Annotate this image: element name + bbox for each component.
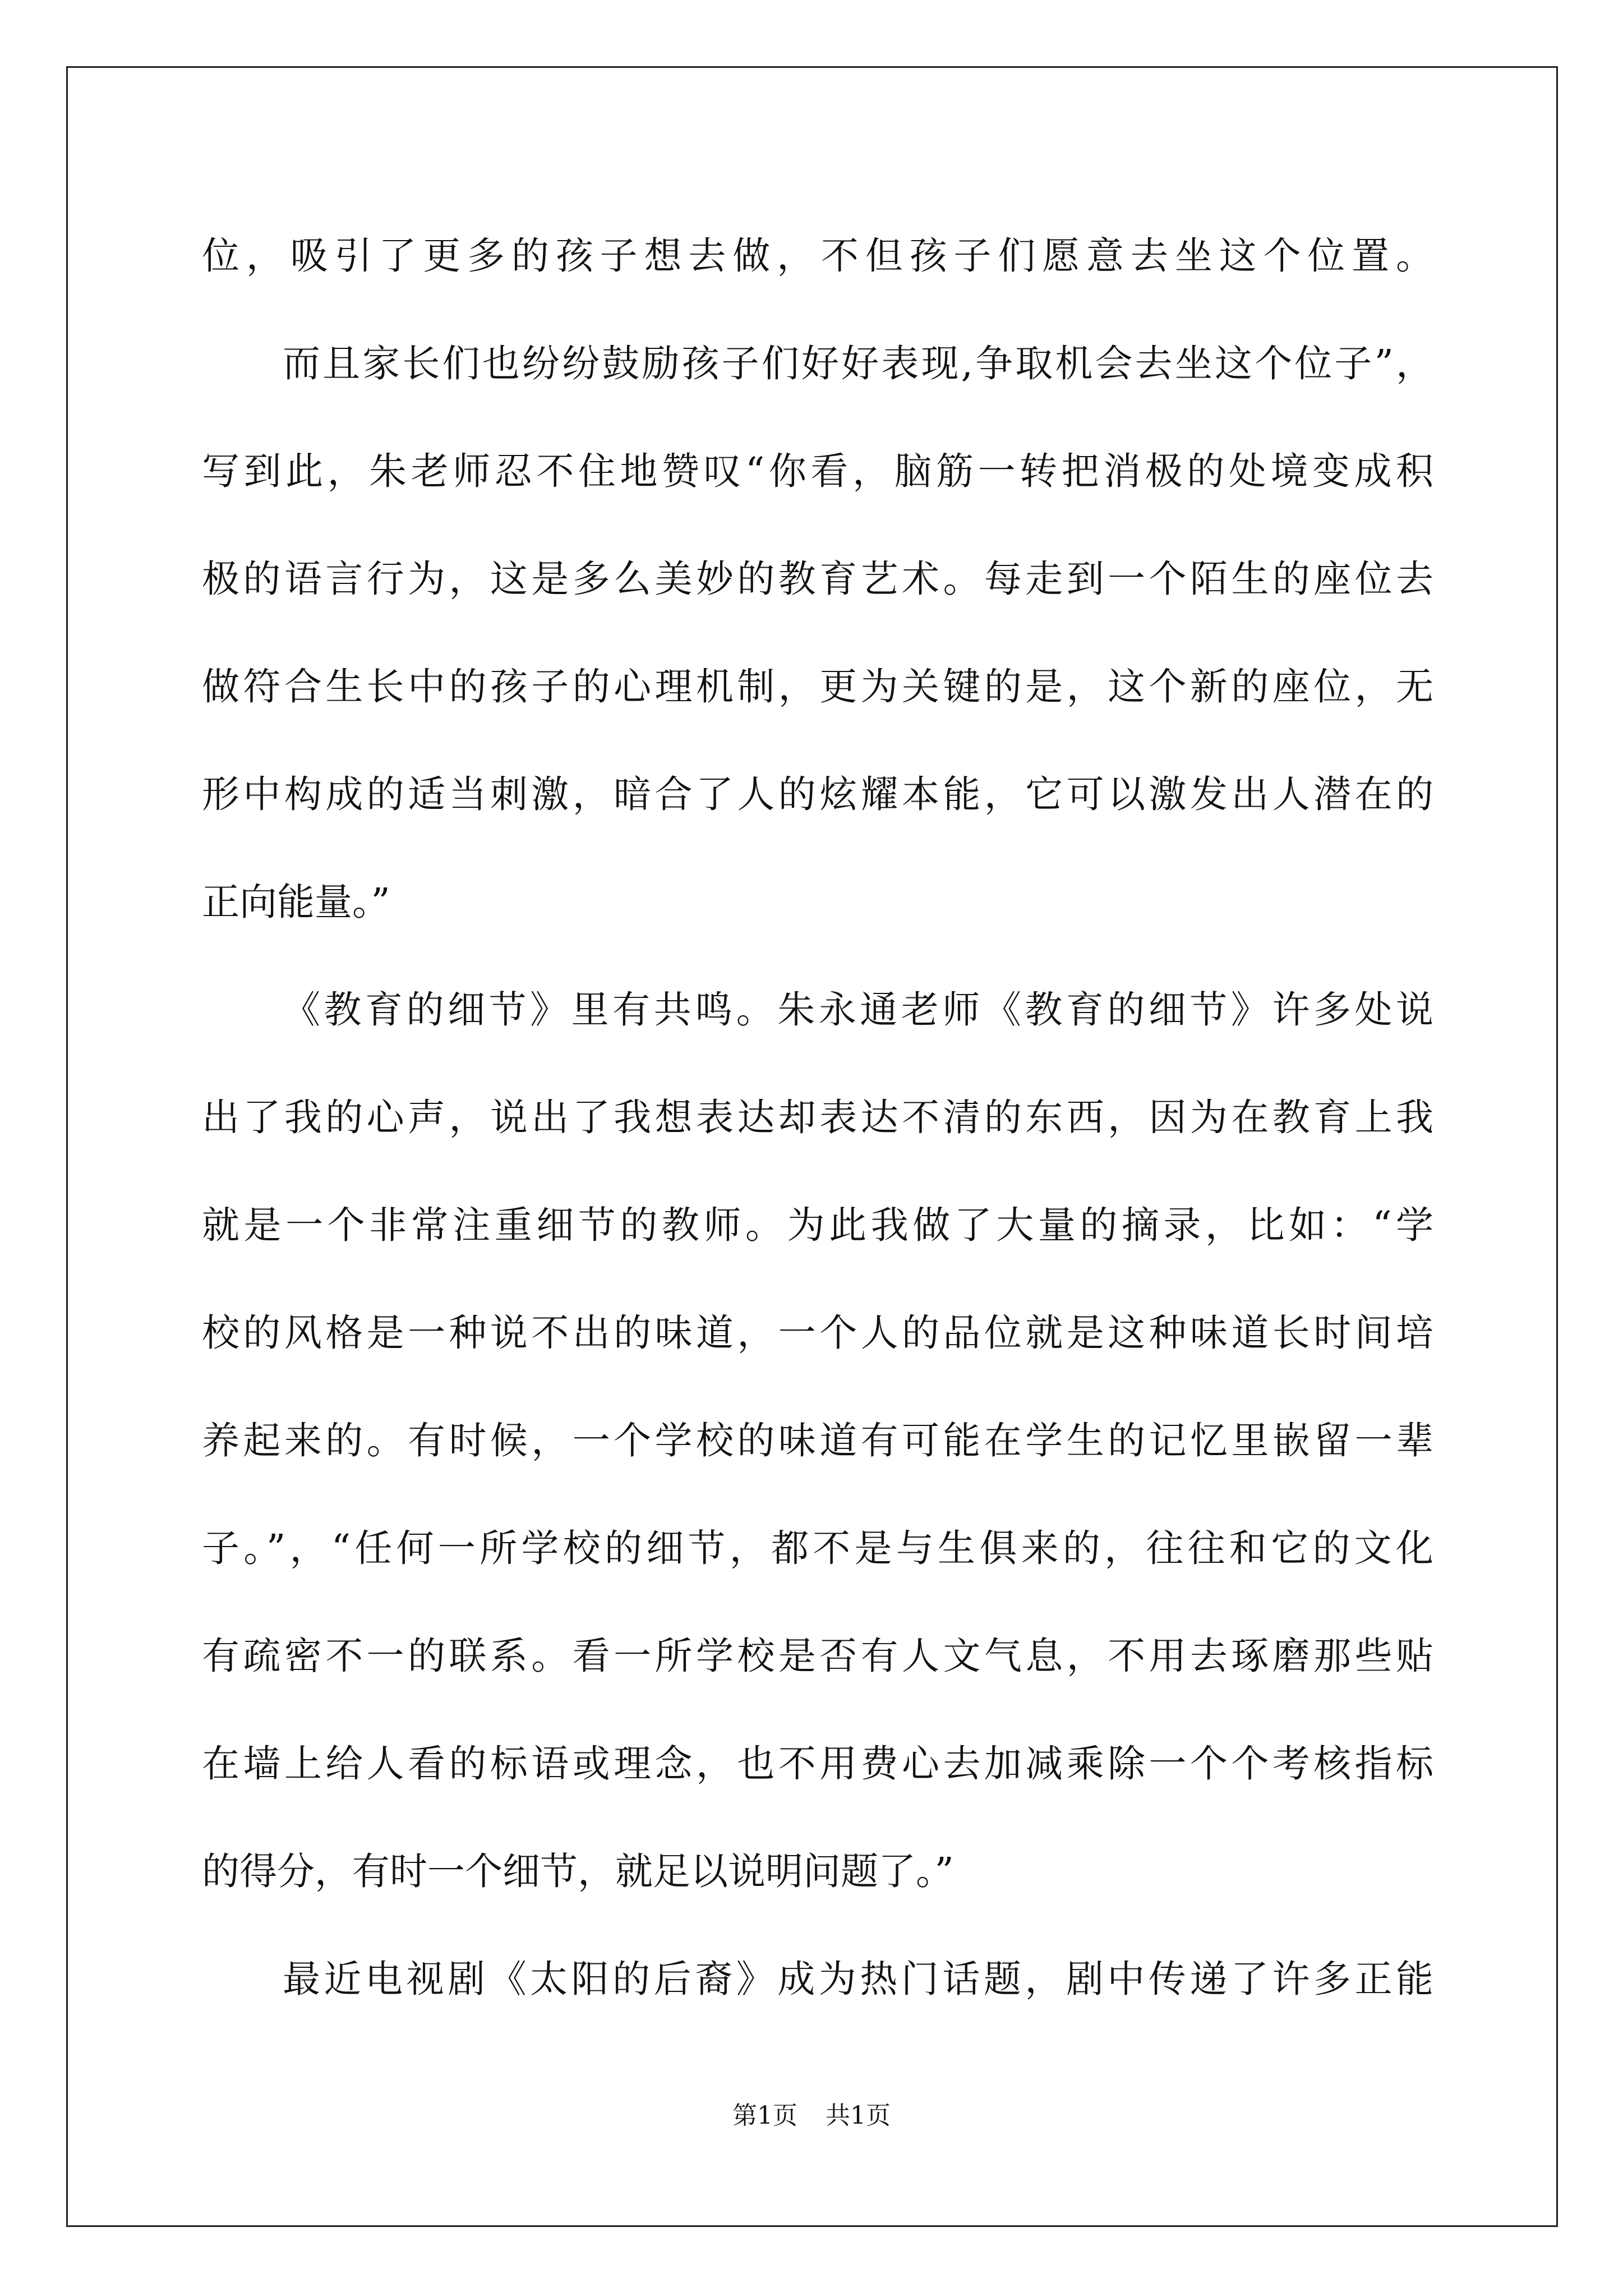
paragraph-start-line: 而且家长们也纷纷鼓励孩子们好好表现,争取机会去坐这个位子”， bbox=[283, 342, 1433, 385]
text-line: 养起来的。有时候，一个学校的味道有可能在学生的记忆里嵌留一辈 bbox=[202, 1419, 1433, 1462]
text-line: 在墙上给人看的标语或理念，也不用费心去加减乘除一个个考核指标 bbox=[202, 1742, 1433, 1786]
text-line: 出了我的心声，说出了我想表达却表达不清的东西，因为在教育上我 bbox=[202, 1096, 1433, 1139]
text-line: 子。”，“任何一所学校的细节，都不是与生俱来的，往往和它的文化 bbox=[202, 1526, 1433, 1570]
paragraph-start-line: 最近电视剧《太阳的后裔》成为热门话题，剧中传递了许多正能 bbox=[283, 1957, 1433, 2001]
page-number: 第1页 bbox=[732, 2101, 797, 2130]
text-line: 极的语言行为，这是多么美妙的教育艺术。每走到一个陌生的座位去 bbox=[202, 557, 1433, 601]
text-line: 位，吸引了更多的孩子想去做，不但孩子们愿意去坐这个位置。 bbox=[202, 234, 1433, 278]
text-line: 有疏密不一的联系。看一所学校是否有人文气息，不用去琢磨那些贴 bbox=[202, 1634, 1433, 1678]
total-pages: 共1页 bbox=[826, 2101, 891, 2130]
paragraph-end-line: 正向能量。” bbox=[202, 880, 390, 924]
document-body bbox=[202, 202, 1433, 2033]
page-footer bbox=[0, 2099, 1623, 2133]
paragraph-end-line: 的得分，有时一个细节，就足以说明问题了。” bbox=[202, 1849, 954, 1893]
text-line: 写到此，朱老师忍不住地赞叹“你看，脑筋一转把消极的处境变成积 bbox=[202, 449, 1433, 493]
text-line: 就是一个非常注重细节的教师。为此我做了大量的摘录，比如：“学 bbox=[202, 1203, 1433, 1247]
text-line: 校的风格是一种说不出的味道，一个人的品位就是这种味道长时间培 bbox=[202, 1311, 1433, 1355]
text-line: 形中构成的适当刺激，暗合了人的炫耀本能，它可以激发出人潜在的 bbox=[202, 772, 1433, 816]
paragraph-start-line: 《教育的细节》里有共鸣。朱永通老师《教育的细节》许多处说 bbox=[283, 988, 1433, 1032]
text-line: 做符合生长中的孩子的心理机制，更为关键的是，这个新的座位，无 bbox=[202, 665, 1433, 708]
